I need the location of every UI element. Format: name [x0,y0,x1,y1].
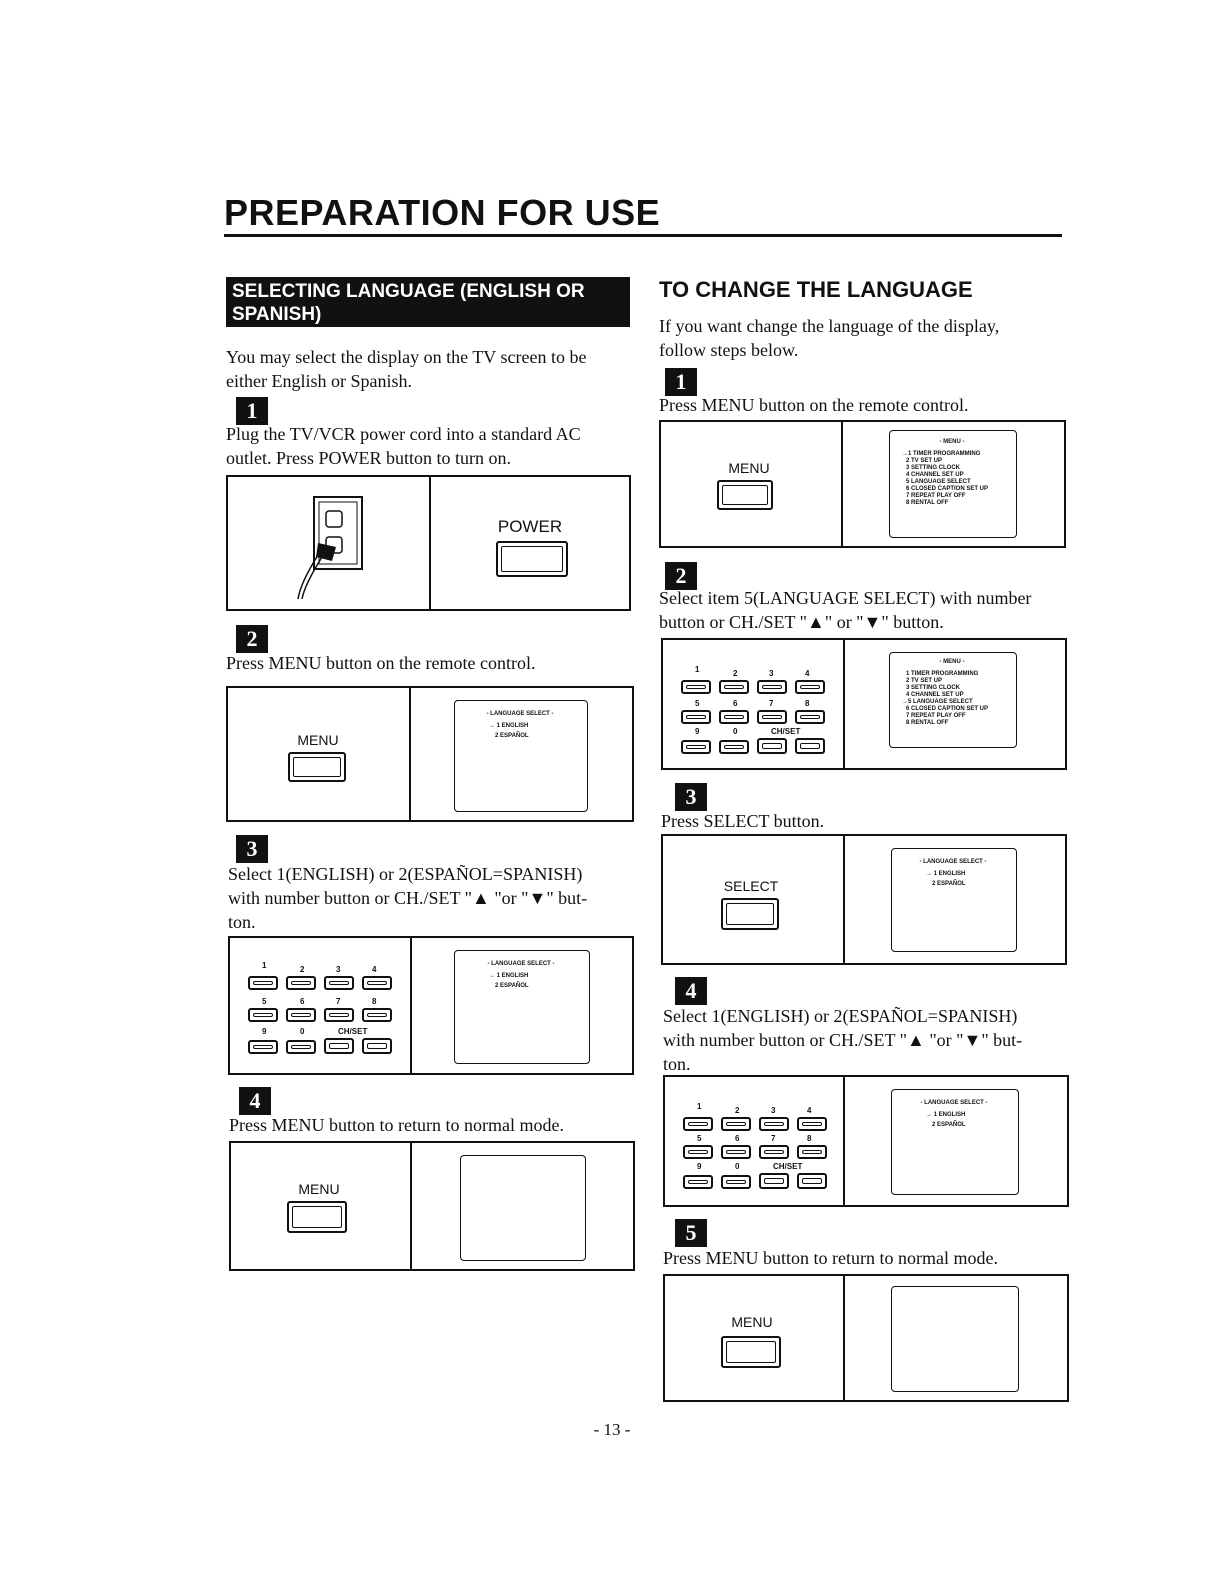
right-intro: If you want change the language of the display, follow steps below. [659,316,1000,360]
power-outlet-icon [288,491,378,601]
right-step2-text: Select item 5(LANGUAGE SELECT) with number button or CH./SET "▲" or "▼" button. [659,588,1032,632]
step-badge: 4 [239,1087,271,1115]
chset-label: CH/SET [338,1027,368,1036]
tv-screen [460,1155,586,1261]
left-intro: You may select the display on the TV screen to be either English or Spanish. [226,347,587,391]
ch-set-up-button[interactable] [362,1038,392,1054]
right-step4-text: Select 1(ENGLISH) or 2(ESPAÑOL=SPANISH) with number button or CH./SET "▲ "or "▼" but- ton. [663,1006,1023,1074]
left-step1-text: Plug the TV/VCR power cord into a standard AC outlet. Press POWER button to turn on. [226,424,581,468]
left-step3-illustration [228,936,634,1075]
menu-label: MENU [297,732,339,748]
key-4[interactable] [795,680,825,694]
power-button[interactable] [496,541,568,577]
ch-set-up-button[interactable] [795,738,825,754]
key-7[interactable] [324,1008,354,1022]
right-step3-illustration [661,834,1067,965]
left-step1-illustration [226,475,631,611]
left-section-heading: SELECTING LANGUAGE (ENGLISH OR SPANISH) [226,277,630,327]
step-badge: 2 [236,625,268,653]
left-step4-illustration [229,1141,635,1271]
step-badge: 3 [236,835,268,863]
menu-button[interactable] [721,1336,781,1368]
select-label: SELECT [723,878,779,894]
key-8[interactable] [362,1008,392,1022]
key-1[interactable] [248,976,278,990]
key-0[interactable] [286,1040,316,1054]
key-0[interactable] [719,740,749,754]
tv-screen: - LANGUAGE SELECT - → 1 ENGLISH 2 ESPAÑOL [891,1089,1019,1195]
step-badge: 2 [665,562,697,590]
key-8[interactable] [797,1145,827,1159]
right-step1-illustration [659,420,1066,548]
key-6[interactable] [721,1145,751,1159]
key-3[interactable] [759,1117,789,1131]
right-step2-illustration [661,638,1067,770]
key-5[interactable] [681,710,711,724]
key-9[interactable] [248,1040,278,1054]
ch-set-down-button[interactable] [759,1173,789,1189]
left-step2-text: Press MENU button on the remote control. [226,653,536,673]
key-2[interactable] [721,1117,751,1131]
left-step4-text: Press MENU button to return to normal mode. [229,1115,564,1135]
page-number: - 13 - [593,1420,631,1439]
key-4[interactable] [797,1117,827,1131]
key-5[interactable] [683,1145,713,1159]
page-title: PREPARATION FOR USE [224,192,661,233]
key-6[interactable] [719,710,749,724]
key-9[interactable] [681,740,711,754]
menu-label: MENU [731,1314,773,1330]
key-3[interactable] [324,976,354,990]
tv-screen: - MENU - 1 TIMER PROGRAMMING 2 TV SET UP 3 SETTING CLOCK 4 CHANNEL SET UP →5 LANGUAGE SELECT 6 CLOSED CAPTION SET UP 7 REPEAT PLAY OFF 8 RENTAL OFF [889,652,1017,748]
chset-label: CH/SET [773,1162,803,1171]
ch-set-down-button[interactable] [757,738,787,754]
step-badge: 1 [665,368,697,396]
tv-screen: - LANGUAGE SELECT - → 1 ENGLISH 2 ESPAÑOL [454,950,590,1064]
menu-button[interactable] [288,752,346,782]
tv-screen: - MENU - →1 TIMER PROGRAMMING 2 TV SET UP 3 SETTING CLOCK 4 CHANNEL SET UP 5 LANGUAGE SELECT 6 CLOSED CAPTION SET UP 7 REPEAT PLAY OFF 8 RENTAL OFF [889,430,1017,538]
key-1[interactable] [681,680,711,694]
power-label: POWER [497,517,563,536]
tv-screen: - LANGUAGE SELECT - → 1 ENGLISH 2 ESPAÑOL [891,848,1017,952]
right-step5-text: Press MENU button to return to normal mode. [663,1248,998,1268]
right-step5-illustration [663,1274,1069,1402]
menu-button[interactable] [287,1201,347,1233]
tv-screen [891,1286,1019,1392]
key-2[interactable] [286,976,316,990]
key-2[interactable] [719,680,749,694]
key-9[interactable] [683,1175,713,1189]
key-6[interactable] [286,1008,316,1022]
menu-label: MENU [298,1181,340,1197]
key-4[interactable] [362,976,392,990]
menu-label: MENU [728,460,770,476]
left-step2-illustration [226,686,634,822]
ch-set-up-button[interactable] [797,1173,827,1189]
step-badge: 4 [675,977,707,1005]
tv-screen: - LANGUAGE SELECT - → 1 ENGLISH 2 ESPAÑOL [454,700,588,812]
key-5[interactable] [248,1008,278,1022]
key-7[interactable] [757,710,787,724]
right-step3-text: Press SELECT button. [661,811,825,831]
chset-label: CH/SET [771,727,801,736]
ch-set-down-button[interactable] [324,1038,354,1054]
key-3[interactable] [757,680,787,694]
menu-button[interactable] [717,480,773,510]
step-badge: 5 [675,1219,707,1247]
key-8[interactable] [795,710,825,724]
step-badge: 3 [675,783,707,811]
right-step1-text: Press MENU button on the remote control. [659,395,969,415]
key-7[interactable] [759,1145,789,1159]
select-button[interactable] [721,898,779,930]
key-1[interactable] [683,1117,713,1131]
number-keypad: 1 2 3 4 5 6 7 8 9 0 CH/SET [677,662,847,770]
number-keypad: 1 2 3 4 5 6 7 8 9 0 CH/SET [679,1099,849,1207]
key-0[interactable] [721,1175,751,1189]
left-step3-text: Select 1(ENGLISH) or 2(ESPAÑOL=SPANISH) with number button or CH./SET "▲ "or "▼" but- ton. [228,864,588,932]
right-step4-illustration [663,1075,1069,1207]
step-badge: 1 [236,397,268,425]
number-keypad: 1 2 3 4 5 6 7 8 9 0 CH/SET [244,958,414,1068]
title-rule [224,234,1062,237]
right-section-heading: TO CHANGE THE LANGUAGE [659,277,973,302]
